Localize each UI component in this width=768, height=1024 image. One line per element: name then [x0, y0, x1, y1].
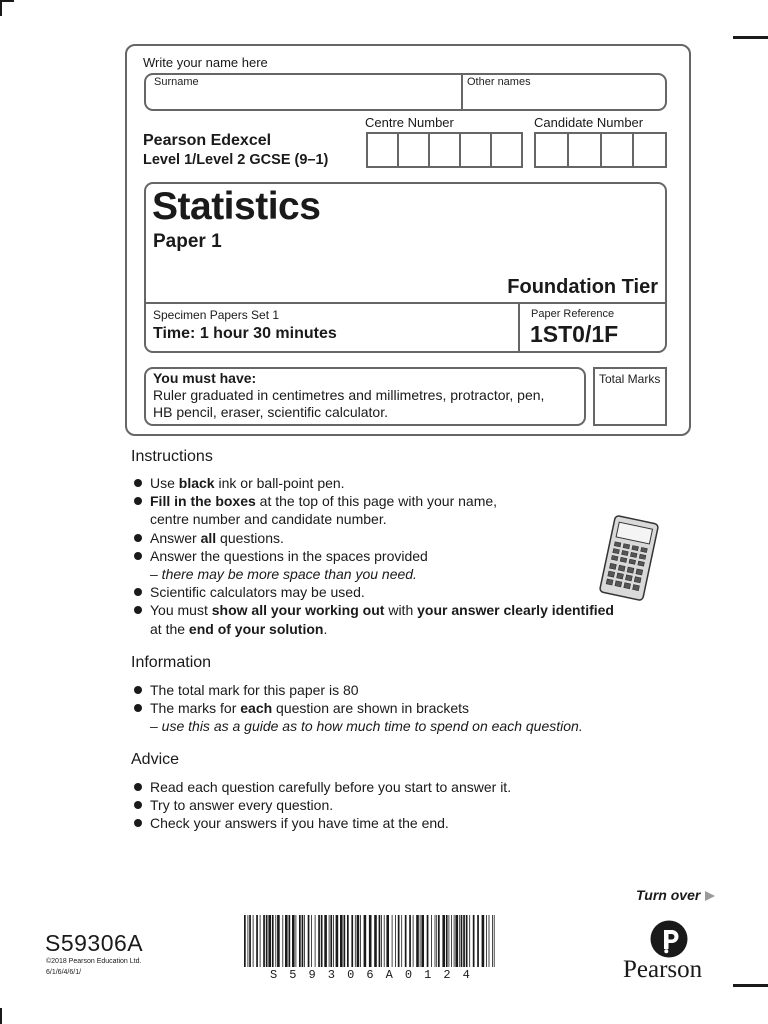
barcode-bar [253, 915, 254, 967]
barcode-bar [351, 915, 353, 967]
barcode-digits [242, 968, 498, 982]
instruction-text: questions. [216, 529, 284, 546]
barcode-bar [420, 915, 421, 967]
centre-digit-box[interactable] [461, 134, 492, 166]
instructions-title: Instructions [131, 448, 213, 465]
barcode-bar [282, 915, 283, 967]
barcode-bar [260, 915, 261, 967]
barcode-bar [296, 915, 297, 967]
candidate-digit-box[interactable] [569, 134, 602, 166]
barcode-digit: 0 [404, 968, 413, 982]
barcode-bar [409, 915, 411, 967]
candidate-number-label: Candidate Number [534, 115, 644, 130]
instruction-text: at the [150, 620, 189, 637]
centre-number-label: Centre Number [365, 115, 454, 130]
paper-ref-divider [518, 304, 520, 352]
crop-mark-top-right [733, 36, 768, 39]
barcode-bar [392, 915, 393, 967]
instruction-bold: end of your solution [188, 620, 324, 637]
instruction-bold: your answer clearly identified [417, 602, 614, 619]
barcode-bar [329, 915, 330, 967]
barcode-digit: 5 [289, 968, 297, 982]
barcode-bar [315, 915, 316, 967]
barcode-bar [308, 915, 310, 967]
barcode-bar [268, 915, 271, 967]
barcode-bar [461, 915, 463, 967]
instructions-list [133, 474, 614, 638]
instruction-text: You must [150, 602, 212, 619]
barcode-digit: 3 [327, 968, 335, 982]
barcode-bar [275, 915, 276, 967]
barcode-bar [477, 915, 479, 967]
instruction-bold: black [178, 475, 215, 491]
list-item-note: – there may be more space than you need. [150, 566, 417, 583]
must-have-line1: Ruler graduated in centimetres and millimetres, protractor, pen, [153, 387, 545, 403]
list-item-continued: centre number and candidate number. [150, 511, 387, 528]
barcode-bar [405, 915, 407, 967]
barcode-bar [311, 915, 312, 967]
instruction-text: Use [150, 475, 179, 491]
barcode-bar [289, 915, 291, 967]
information-list [133, 681, 583, 736]
barcode-bar [413, 915, 414, 967]
barcode-bar [469, 915, 470, 967]
barcode-bar [482, 915, 485, 967]
barcode-bar [431, 915, 432, 967]
instruction-text: with [384, 602, 418, 619]
crop-mark-bottom-left [0, 1008, 2, 1024]
barcode-bar [299, 915, 301, 967]
barcode-bar [401, 915, 402, 967]
barcode-digit: 6 [366, 968, 374, 982]
list-item-note: – use this as a guide as to how much time to spend on each question. [150, 718, 583, 735]
barcode-bar [248, 915, 249, 967]
exam-time: Time: 1 hour 30 minutes [153, 325, 337, 342]
must-have-line2: HB pencil, eraser, scientific calculator. [153, 404, 388, 420]
total-marks-label: Total Marks [599, 372, 661, 386]
barcode-bar [381, 915, 382, 967]
list-item [133, 699, 583, 717]
paper-number: Paper 1 [153, 231, 222, 252]
barcode-bar [459, 915, 460, 967]
barcode [242, 915, 498, 967]
list-item: The total mark for this paper is 80 [133, 681, 583, 699]
instruction-bold: Fill in the boxes [150, 493, 256, 510]
instruction-text: Answer [150, 529, 201, 546]
barcode-bar [333, 915, 334, 967]
arrow-right-icon [704, 890, 716, 902]
instruction-text: at the top of this page with your name, [255, 493, 498, 510]
barcode-bar [449, 915, 450, 967]
information-text: The marks for [150, 700, 241, 717]
barcode-bar [324, 915, 327, 967]
barcode-bar [344, 915, 346, 967]
barcode-bar [304, 915, 305, 967]
crop-mark-top-left [0, 0, 2, 16]
barcode-bar [318, 915, 320, 967]
barcode-bar [446, 915, 448, 967]
pearson-logo-icon [650, 920, 688, 958]
barcode-bar [492, 915, 493, 967]
barcode-digit: 0 [347, 968, 355, 982]
barcode-digit: 2 [443, 968, 451, 982]
paper-reference-label: Paper Reference [531, 308, 615, 320]
qualification-level: Level 1/Level 2 GCSE (9–1) [143, 152, 329, 168]
paper-code: S59306A [45, 930, 144, 956]
barcode-bar [438, 915, 440, 967]
barcode-bar [395, 915, 396, 967]
pearson-wordmark: Pearson [623, 956, 703, 983]
barcode-bar [451, 915, 452, 967]
barcode-digit: 1 [424, 968, 432, 982]
list-item: Check your answers if you have time at the end. [133, 814, 511, 832]
barcode-bar [321, 915, 323, 967]
barcode-bar [302, 915, 304, 967]
other-names-field[interactable] [467, 90, 661, 108]
barcode-bar [355, 915, 356, 967]
crop-mark-bottom-right [733, 984, 768, 987]
instruction-text: ink or ball-point pen. [214, 475, 345, 491]
barcode-bar [340, 915, 343, 967]
turn-over-label[interactable]: Turn over [636, 887, 701, 903]
barcode-bar [272, 915, 274, 967]
barcode-bar [263, 915, 265, 967]
candidate-digit-box[interactable] [602, 134, 635, 166]
instruction-text: . [323, 620, 328, 637]
barcode-bar [416, 915, 419, 967]
crop-mark-top-left-h [0, 0, 14, 2]
list-item [133, 601, 614, 619]
title-box-divider [146, 302, 665, 304]
list-item [133, 474, 614, 492]
candidate-digit-box[interactable] [634, 134, 665, 166]
centre-digit-box[interactable] [399, 134, 430, 166]
must-have-heading: You must have: [153, 370, 257, 386]
barcode-bar [364, 915, 367, 967]
barcode-bar [357, 915, 360, 967]
barcode-bar [374, 915, 377, 967]
name-divider [461, 74, 463, 110]
barcode-bar [427, 915, 429, 967]
surname-field[interactable] [150, 90, 455, 108]
exam-board: Pearson Edexcel [143, 132, 272, 149]
barcode-digit: A [385, 968, 393, 982]
barcode-bar [494, 915, 495, 967]
list-item-continued [133, 620, 614, 638]
centre-digit-box[interactable] [430, 134, 461, 166]
list-item [133, 529, 614, 547]
tier-title: Foundation Tier [507, 276, 658, 298]
barcode-bar [455, 915, 458, 967]
barcode-bar [442, 915, 445, 967]
list-item: Scientific calculators may be used. [133, 583, 614, 601]
barcode-bar [463, 915, 465, 967]
barcode-bar [249, 915, 251, 967]
instruction-bold: show all your working out [211, 602, 385, 619]
calculator-icon [597, 515, 661, 601]
barcode-bar [436, 915, 437, 967]
barcode-bar [285, 915, 288, 967]
information-bold: each [240, 700, 273, 717]
advice-title: Advice [131, 751, 180, 768]
barcode-bar [421, 915, 424, 967]
print-reference: 6/1/6/4/6/1/ [46, 969, 82, 976]
barcode-bar [330, 915, 332, 967]
barcode-digit: 4 [462, 968, 470, 982]
information-text: question are shown in brackets [272, 700, 470, 717]
barcode-bar [336, 915, 339, 967]
barcode-bar [486, 915, 487, 967]
candidate-number-boxes[interactable] [534, 132, 667, 168]
barcode-bar [398, 915, 400, 967]
barcode-bar [369, 915, 372, 967]
barcode-bar [347, 915, 349, 967]
write-name-label: Write your name here [143, 55, 268, 70]
barcode-bar [292, 915, 295, 967]
list-item: Read each question carefully before you start to answer it. [133, 778, 511, 796]
barcode-bar [454, 915, 455, 967]
list-item [133, 492, 614, 510]
surname-label: Surname [154, 76, 199, 88]
subject-title: Statistics [152, 185, 321, 228]
barcode-bar [360, 915, 361, 967]
paper-reference: 1ST0/1F [530, 321, 619, 347]
information-title: Information [131, 654, 212, 671]
centre-digit-box[interactable] [492, 134, 521, 166]
centre-number-boxes[interactable] [366, 132, 523, 168]
barcode-bar [466, 915, 468, 967]
candidate-digit-box[interactable] [536, 134, 569, 166]
list-item: Try to answer every question. [133, 796, 511, 814]
barcode-digit: S [270, 968, 278, 982]
barcode-bar [473, 915, 475, 967]
barcode-bar [384, 915, 385, 967]
advice-list [133, 778, 511, 833]
barcode-bar [244, 915, 246, 967]
instruction-bold: all [200, 529, 217, 546]
barcode-bar [277, 915, 280, 967]
list-item: Answer the questions in the spaces provided [133, 547, 614, 565]
other-names-label: Other names [467, 76, 531, 88]
barcode-digit: 9 [308, 968, 316, 982]
barcode-bar [435, 915, 436, 967]
specimen-set-label: Specimen Papers Set 1 [153, 308, 280, 322]
barcode-bar [379, 915, 381, 967]
copyright: ©2018 Pearson Education Ltd. [46, 958, 142, 965]
centre-digit-box[interactable] [368, 134, 399, 166]
barcode-bar [256, 915, 258, 967]
barcode-bar [386, 915, 389, 967]
barcode-bar [489, 915, 490, 967]
barcode-bar [266, 915, 268, 967]
